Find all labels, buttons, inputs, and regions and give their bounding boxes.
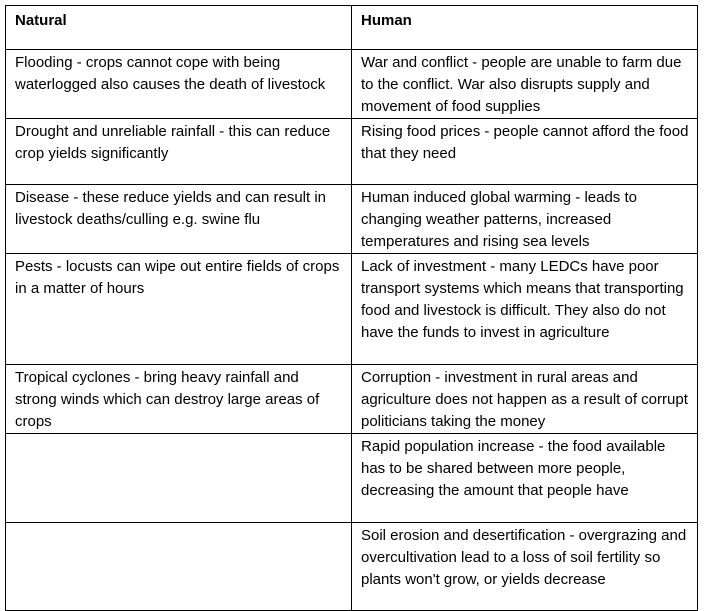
human-cell: Lack of investment - many LEDCs have poor transport systems which means that transporting food and livestock is difficult. They also do not have the funds to invest in agriculture — [352, 254, 698, 365]
table-row — [6, 254, 698, 365]
natural-cell: Tropical cyclones - bring heavy rainfall and strong winds which can destroy large areas of crops — [6, 365, 352, 434]
header-natural: Natural — [6, 6, 352, 50]
human-cell: Corruption - investment in rural areas and agriculture does not happen as a result of corrupt politicians taking the money — [352, 365, 698, 434]
human-cell: War and conflict - people are unable to farm due to the conflict. War also disrupts supply and movement of food supplies — [352, 50, 698, 119]
natural-cell: Pests - locusts can wipe out entire fields of crops in a matter of hours — [6, 254, 352, 365]
natural-cell: Flooding - crops cannot cope with being waterlogged also causes the death of livestock — [6, 50, 352, 119]
natural-cell-empty — [6, 434, 352, 523]
table-row — [6, 50, 698, 119]
header-row — [6, 6, 698, 50]
table-row — [6, 119, 698, 185]
table-row — [6, 365, 698, 434]
table-row — [6, 523, 698, 611]
human-cell: Rapid population increase - the food available has to be shared between more people, decreasing the amount that people have — [352, 434, 698, 523]
causes-table — [5, 5, 698, 611]
human-cell: Rising food prices - people cannot afford the food that they need — [352, 119, 698, 185]
natural-cell: Drought and unreliable rainfall - this can reduce crop yields significantly — [6, 119, 352, 185]
natural-cell-empty — [6, 523, 352, 611]
table-row — [6, 434, 698, 523]
human-cell: Human induced global warming - leads to changing weather patterns, increased temperatures and rising sea levels — [352, 185, 698, 254]
table-row — [6, 185, 698, 254]
header-human: Human — [352, 6, 698, 50]
human-cell: Soil erosion and desertification - overgrazing and overcultivation lead to a loss of soil fertility so plants won't grow, or yields decrease — [352, 523, 698, 611]
natural-cell: Disease - these reduce yields and can result in livestock deaths/culling e.g. swine flu — [6, 185, 352, 254]
